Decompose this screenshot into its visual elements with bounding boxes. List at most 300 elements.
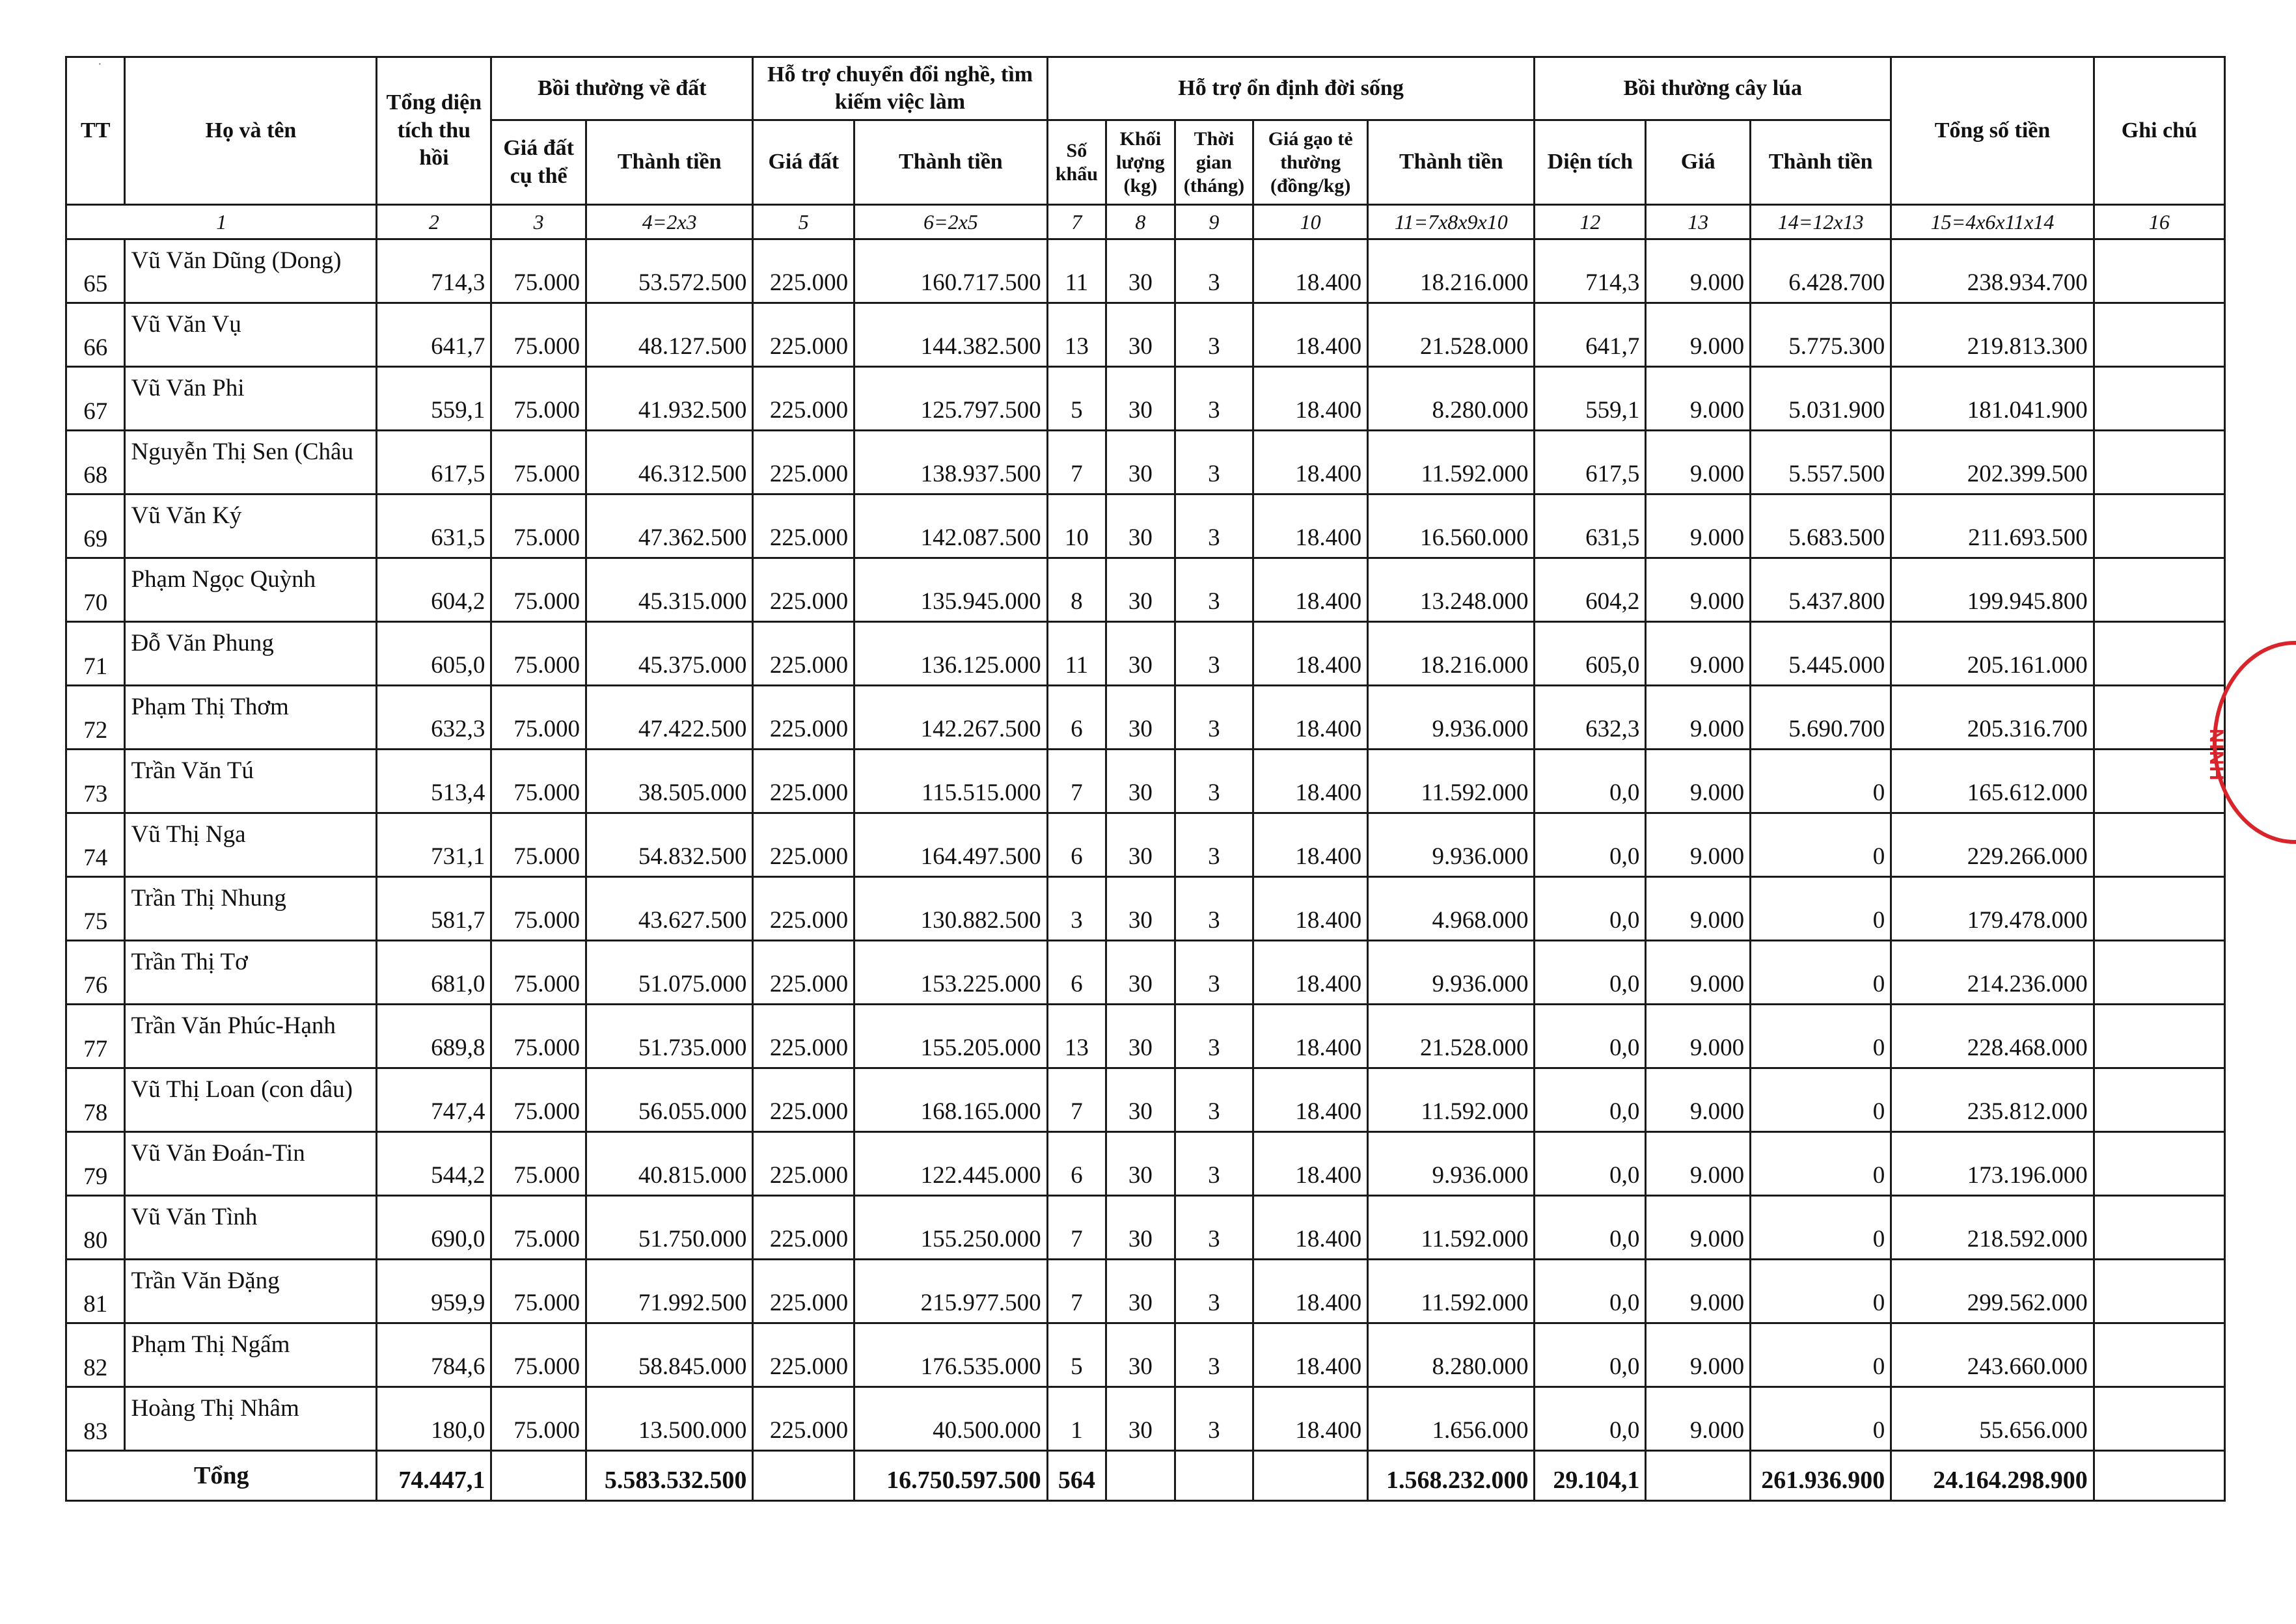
cell-area: 631,5 [377,494,491,558]
cell-persons: 10 [1047,494,1106,558]
column-number: 6=2x5 [854,205,1048,239]
cell-name: Vũ Văn Ký [125,494,377,558]
cell-job-amount: 135.945.000 [854,558,1048,622]
header-note: Ghi chú [2094,57,2224,205]
cell-land-amount: 38.505.000 [586,750,753,813]
cell-total: 202.399.500 [1891,431,2094,494]
cell-months: 3 [1175,1132,1253,1196]
cell-rice-price: 18.400 [1253,1323,1368,1387]
cell-land-amount: 47.422.500 [586,686,753,750]
cell-land-amount: 13.500.000 [586,1387,753,1451]
cell-land-amount: 51.750.000 [586,1196,753,1260]
cell-persons: 7 [1047,1068,1106,1132]
cell-land-price: 75.000 [491,1387,586,1451]
cell-crop-amount: 0 [1751,1068,1891,1132]
cell-persons: 11 [1047,239,1106,303]
cell-job-amount: 40.500.000 [854,1387,1048,1451]
cell-life-amount: 11.592.000 [1368,431,1535,494]
cell-job-price: 225.000 [753,622,854,686]
cell-tt: 82 [66,1323,125,1387]
cell-persons: 7 [1047,750,1106,813]
cell-total: 243.660.000 [1891,1323,2094,1387]
cell-total: 55.656.000 [1891,1387,2094,1451]
cell-rice-price: 18.400 [1253,750,1368,813]
column-number: 3 [491,205,586,239]
cell-note [2094,1387,2224,1451]
cell-land-price: 75.000 [491,877,586,941]
cell-crop-area: 0,0 [1535,1196,1646,1260]
cell-name: Vũ Văn Đoán-Tin [125,1132,377,1196]
cell-job-amount: 115.515.000 [854,750,1048,813]
cell-land-price: 75.000 [491,1005,586,1068]
cell-rice-price: 18.400 [1253,622,1368,686]
cell-life-amount: 21.528.000 [1368,303,1535,367]
table-header [66,57,2225,239]
cell-land-amount: 48.127.500 [586,303,753,367]
cell-note [2094,1323,2224,1387]
cell-total: 229.266.000 [1891,813,2094,877]
cell-crop-area: 559,1 [1535,367,1646,431]
column-number: 4=2x3 [586,205,753,239]
cell-tt: 73 [66,750,125,813]
column-number: 2 [377,205,491,239]
total-job-amount: 16.750.597.500 [854,1451,1048,1501]
total-empty-cell [1106,1451,1175,1501]
cell-name: Trần Thị Tơ [125,941,377,1005]
cell-crop-area: 0,0 [1535,1005,1646,1068]
cell-total: 205.316.700 [1891,686,2094,750]
cell-job-price: 225.000 [753,1323,854,1387]
cell-rice-price: 18.400 [1253,1260,1368,1323]
cell-weight: 30 [1106,1132,1175,1196]
cell-note [2094,877,2224,941]
cell-months: 3 [1175,1068,1253,1132]
total-total: 24.164.298.900 [1891,1451,2094,1501]
header-land-amount: Thành tiền [586,120,753,205]
cell-land-amount: 40.815.000 [586,1132,753,1196]
cell-job-amount: 125.797.500 [854,367,1048,431]
cell-rice-price: 18.400 [1253,303,1368,367]
cell-job-price: 225.000 [753,1068,854,1132]
cell-job-amount: 155.205.000 [854,1005,1048,1068]
cell-land-amount: 43.627.500 [586,877,753,941]
table-row [66,1132,2225,1196]
cell-area: 784,6 [377,1323,491,1387]
cell-crop-price: 9.000 [1646,813,1751,877]
column-number: 7 [1047,205,1106,239]
total-row [66,1451,2225,1501]
cell-land-price: 75.000 [491,303,586,367]
table-row [66,494,2225,558]
table-row [66,1260,2225,1323]
cell-note [2094,367,2224,431]
table-row [66,813,2225,877]
cell-total: 235.812.000 [1891,1068,2094,1132]
cell-months: 3 [1175,1005,1253,1068]
header-tt: TT [66,57,125,205]
cell-tt: 68 [66,431,125,494]
cell-land-amount: 51.735.000 [586,1005,753,1068]
cell-rice-price: 18.400 [1253,367,1368,431]
cell-total: 181.041.900 [1891,367,2094,431]
cell-crop-amount: 0 [1751,877,1891,941]
cell-land-price: 75.000 [491,1196,586,1260]
cell-job-amount: 176.535.000 [854,1323,1048,1387]
cell-name: Trần Văn Phúc-Hạnh [125,1005,377,1068]
cell-job-price: 225.000 [753,750,854,813]
cell-persons: 5 [1047,1323,1106,1387]
cell-land-price: 75.000 [491,1068,586,1132]
cell-area: 632,3 [377,686,491,750]
table-body [66,239,2225,1501]
cell-tt: 65 [66,239,125,303]
cell-persons: 5 [1047,367,1106,431]
cell-life-amount: 18.216.000 [1368,622,1535,686]
cell-job-amount: 153.225.000 [854,941,1048,1005]
cell-name: Hoàng Thị Nhâm [125,1387,377,1451]
cell-note [2094,494,2224,558]
cell-life-amount: 11.592.000 [1368,750,1535,813]
cell-area: 605,0 [377,622,491,686]
total-empty-cell [1175,1451,1253,1501]
cell-land-price: 75.000 [491,431,586,494]
cell-crop-price: 9.000 [1646,1068,1751,1132]
cell-job-amount: 144.382.500 [854,303,1048,367]
cell-total: 219.813.300 [1891,303,2094,367]
header-months: Thời gian (tháng) [1175,120,1253,205]
cell-job-price: 225.000 [753,494,854,558]
header-crop-price: Giá [1646,120,1751,205]
cell-tt: 72 [66,686,125,750]
table-row [66,686,2225,750]
column-number: 10 [1253,205,1368,239]
cell-crop-area: 0,0 [1535,750,1646,813]
cell-job-price: 225.000 [753,1132,854,1196]
cell-tt: 80 [66,1196,125,1260]
cell-persons: 7 [1047,1260,1106,1323]
cell-name: Vũ Thị Nga [125,813,377,877]
cell-total: 179.478.000 [1891,877,2094,941]
header-weight: Khối lượng (kg) [1106,120,1175,205]
cell-tt: 71 [66,622,125,686]
cell-crop-price: 9.000 [1646,367,1751,431]
cell-rice-price: 18.400 [1253,1005,1368,1068]
cell-weight: 30 [1106,494,1175,558]
cell-total: 214.236.000 [1891,941,2094,1005]
cell-persons: 6 [1047,1132,1106,1196]
cell-note [2094,622,2224,686]
cell-crop-price: 9.000 [1646,1132,1751,1196]
cell-crop-amount: 5.690.700 [1751,686,1891,750]
cell-land-price: 75.000 [491,813,586,877]
cell-crop-price: 9.000 [1646,877,1751,941]
cell-land-amount: 56.055.000 [586,1068,753,1132]
cell-weight: 30 [1106,750,1175,813]
cell-weight: 30 [1106,303,1175,367]
cell-weight: 30 [1106,941,1175,1005]
cell-rice-price: 18.400 [1253,686,1368,750]
cell-area: 513,4 [377,750,491,813]
cell-land-price: 75.000 [491,622,586,686]
cell-crop-area: 605,0 [1535,622,1646,686]
cell-land-amount: 58.845.000 [586,1323,753,1387]
cell-weight: 30 [1106,431,1175,494]
red-seal-text: NINH [2206,729,2227,782]
cell-crop-price: 9.000 [1646,1323,1751,1387]
cell-months: 3 [1175,941,1253,1005]
cell-area: 617,5 [377,431,491,494]
cell-crop-price: 9.000 [1646,1387,1751,1451]
cell-weight: 30 [1106,1068,1175,1132]
cell-total: 228.468.000 [1891,1005,2094,1068]
cell-crop-area: 714,3 [1535,239,1646,303]
cell-crop-price: 9.000 [1646,558,1751,622]
header-land-price: Giá đất cụ thể [491,120,586,205]
cell-note [2094,1068,2224,1132]
cell-months: 3 [1175,431,1253,494]
cell-total: 173.196.000 [1891,1132,2094,1196]
cell-area: 581,7 [377,877,491,941]
cell-area: 681,0 [377,941,491,1005]
cell-tt: 77 [66,1005,125,1068]
cell-crop-area: 0,0 [1535,813,1646,877]
column-number-row [66,205,2225,239]
cell-crop-amount: 0 [1751,1005,1891,1068]
cell-weight: 30 [1106,1260,1175,1323]
header-name: Họ và tên [125,57,377,205]
scan-mark: · [98,57,102,72]
cell-job-amount: 160.717.500 [854,239,1048,303]
cell-rice-price: 18.400 [1253,1196,1368,1260]
total-empty-cell [1646,1451,1751,1501]
cell-crop-amount: 5.775.300 [1751,303,1891,367]
table-row [66,367,2225,431]
cell-crop-area: 641,7 [1535,303,1646,367]
cell-tt: 79 [66,1132,125,1196]
cell-crop-amount: 5.445.000 [1751,622,1891,686]
column-number: 1 [66,205,377,239]
cell-job-price: 225.000 [753,1260,854,1323]
cell-area: 731,1 [377,813,491,877]
cell-area: 559,1 [377,367,491,431]
cell-job-price: 225.000 [753,239,854,303]
cell-life-amount: 8.280.000 [1368,1323,1535,1387]
cell-months: 3 [1175,239,1253,303]
table-row [66,877,2225,941]
cell-land-amount: 45.375.000 [586,622,753,686]
cell-job-amount: 122.445.000 [854,1132,1048,1196]
cell-persons: 13 [1047,1005,1106,1068]
cell-name: Trần Văn Tú [125,750,377,813]
cell-name: Đỗ Văn Phung [125,622,377,686]
cell-area: 747,4 [377,1068,491,1132]
total-persons: 564 [1047,1451,1106,1501]
cell-land-price: 75.000 [491,367,586,431]
cell-crop-amount: 0 [1751,1196,1891,1260]
table-row [66,1068,2225,1132]
cell-land-amount: 51.075.000 [586,941,753,1005]
cell-persons: 13 [1047,303,1106,367]
cell-crop-amount: 5.031.900 [1751,367,1891,431]
cell-life-amount: 13.248.000 [1368,558,1535,622]
cell-land-price: 75.000 [491,1260,586,1323]
cell-persons: 7 [1047,1196,1106,1260]
cell-crop-price: 9.000 [1646,941,1751,1005]
table-row [66,558,2225,622]
cell-weight: 30 [1106,1005,1175,1068]
header-job-price: Giá đất [753,120,854,205]
cell-weight: 30 [1106,813,1175,877]
table-row [66,750,2225,813]
total-label: Tổng [66,1451,377,1501]
cell-crop-price: 9.000 [1646,686,1751,750]
cell-months: 3 [1175,367,1253,431]
cell-persons: 11 [1047,622,1106,686]
total-life-amount: 1.568.232.000 [1368,1451,1535,1501]
table-row [66,1196,2225,1260]
cell-note [2094,1005,2224,1068]
cell-crop-amount: 0 [1751,1387,1891,1451]
total-area: 74.447,1 [377,1451,491,1501]
cell-land-amount: 41.932.500 [586,367,753,431]
cell-crop-amount: 6.428.700 [1751,239,1891,303]
cell-persons: 1 [1047,1387,1106,1451]
cell-land-price: 75.000 [491,1323,586,1387]
column-number: 13 [1646,205,1751,239]
cell-note [2094,1132,2224,1196]
cell-persons: 7 [1047,431,1106,494]
cell-tt: 67 [66,367,125,431]
cell-name: Vũ Văn Tình [125,1196,377,1260]
cell-job-price: 225.000 [753,941,854,1005]
cell-area: 604,2 [377,558,491,622]
cell-land-amount: 47.362.500 [586,494,753,558]
cell-crop-area: 631,5 [1535,494,1646,558]
cell-area: 690,0 [377,1196,491,1260]
cell-total: 299.562.000 [1891,1260,2094,1323]
cell-name: Vũ Văn Vụ [125,303,377,367]
cell-months: 3 [1175,494,1253,558]
cell-area: 641,7 [377,303,491,367]
cell-land-amount: 54.832.500 [586,813,753,877]
cell-persons: 6 [1047,941,1106,1005]
cell-life-amount: 11.592.000 [1368,1260,1535,1323]
cell-rice-price: 18.400 [1253,1132,1368,1196]
cell-job-price: 225.000 [753,303,854,367]
cell-name: Vũ Văn Phi [125,367,377,431]
cell-note [2094,941,2224,1005]
cell-life-amount: 9.936.000 [1368,941,1535,1005]
cell-crop-area: 0,0 [1535,1132,1646,1196]
cell-land-price: 75.000 [491,686,586,750]
cell-crop-area: 0,0 [1535,1068,1646,1132]
compensation-table [65,56,2226,1502]
table-row [66,1323,2225,1387]
cell-weight: 30 [1106,239,1175,303]
total-empty-cell [753,1451,854,1501]
cell-weight: 30 [1106,1323,1175,1387]
header-life-group: Hỗ trợ ổn định đời sống [1047,57,1535,120]
cell-persons: 6 [1047,686,1106,750]
table-row [66,303,2225,367]
cell-crop-area: 632,3 [1535,686,1646,750]
cell-job-price: 225.000 [753,813,854,877]
column-number: 16 [2094,205,2224,239]
column-number: 12 [1535,205,1646,239]
total-empty-cell [491,1451,586,1501]
cell-total: 199.945.800 [1891,558,2094,622]
cell-rice-price: 18.400 [1253,1387,1368,1451]
cell-job-amount: 142.087.500 [854,494,1048,558]
cell-job-amount: 164.497.500 [854,813,1048,877]
cell-crop-amount: 0 [1751,941,1891,1005]
cell-total: 205.161.000 [1891,622,2094,686]
cell-persons: 3 [1047,877,1106,941]
cell-land-price: 75.000 [491,941,586,1005]
cell-crop-area: 0,0 [1535,1323,1646,1387]
cell-rice-price: 18.400 [1253,941,1368,1005]
cell-crop-amount: 0 [1751,813,1891,877]
column-number: 8 [1106,205,1175,239]
cell-note [2094,813,2224,877]
cell-job-amount: 215.977.500 [854,1260,1048,1323]
total-empty-cell [1253,1451,1368,1501]
cell-job-amount: 168.165.000 [854,1068,1048,1132]
cell-land-amount: 53.572.500 [586,239,753,303]
cell-months: 3 [1175,813,1253,877]
cell-rice-price: 18.400 [1253,877,1368,941]
cell-weight: 30 [1106,1196,1175,1260]
cell-life-amount: 11.592.000 [1368,1196,1535,1260]
cell-note [2094,1260,2224,1323]
header-life-amount: Thành tiền [1368,120,1535,205]
cell-tt: 70 [66,558,125,622]
total-crop-area: 29.104,1 [1535,1451,1646,1501]
cell-area: 180,0 [377,1387,491,1451]
cell-crop-price: 9.000 [1646,750,1751,813]
cell-crop-amount: 5.683.500 [1751,494,1891,558]
table-row [66,941,2225,1005]
column-number: 9 [1175,205,1253,239]
cell-note [2094,1196,2224,1260]
cell-note [2094,431,2224,494]
cell-life-amount: 4.968.000 [1368,877,1535,941]
cell-crop-area: 0,0 [1535,1387,1646,1451]
cell-tt: 75 [66,877,125,941]
cell-name: Phạm Thị Thơm [125,686,377,750]
cell-area: 714,3 [377,239,491,303]
cell-note [2094,239,2224,303]
cell-job-amount: 142.267.500 [854,686,1048,750]
cell-weight: 30 [1106,877,1175,941]
cell-persons: 6 [1047,813,1106,877]
cell-life-amount: 8.280.000 [1368,367,1535,431]
cell-weight: 30 [1106,622,1175,686]
cell-tt: 66 [66,303,125,367]
cell-crop-area: 617,5 [1535,431,1646,494]
cell-life-amount: 9.936.000 [1368,1132,1535,1196]
column-number: 5 [753,205,854,239]
cell-weight: 30 [1106,1387,1175,1451]
cell-crop-price: 9.000 [1646,303,1751,367]
cell-total: 218.592.000 [1891,1196,2094,1260]
cell-life-amount: 16.560.000 [1368,494,1535,558]
cell-name: Nguyễn Thị Sen (Châu [125,431,377,494]
cell-crop-area: 0,0 [1535,877,1646,941]
cell-total: 238.934.700 [1891,239,2094,303]
cell-area: 689,8 [377,1005,491,1068]
cell-job-amount: 130.882.500 [854,877,1048,941]
